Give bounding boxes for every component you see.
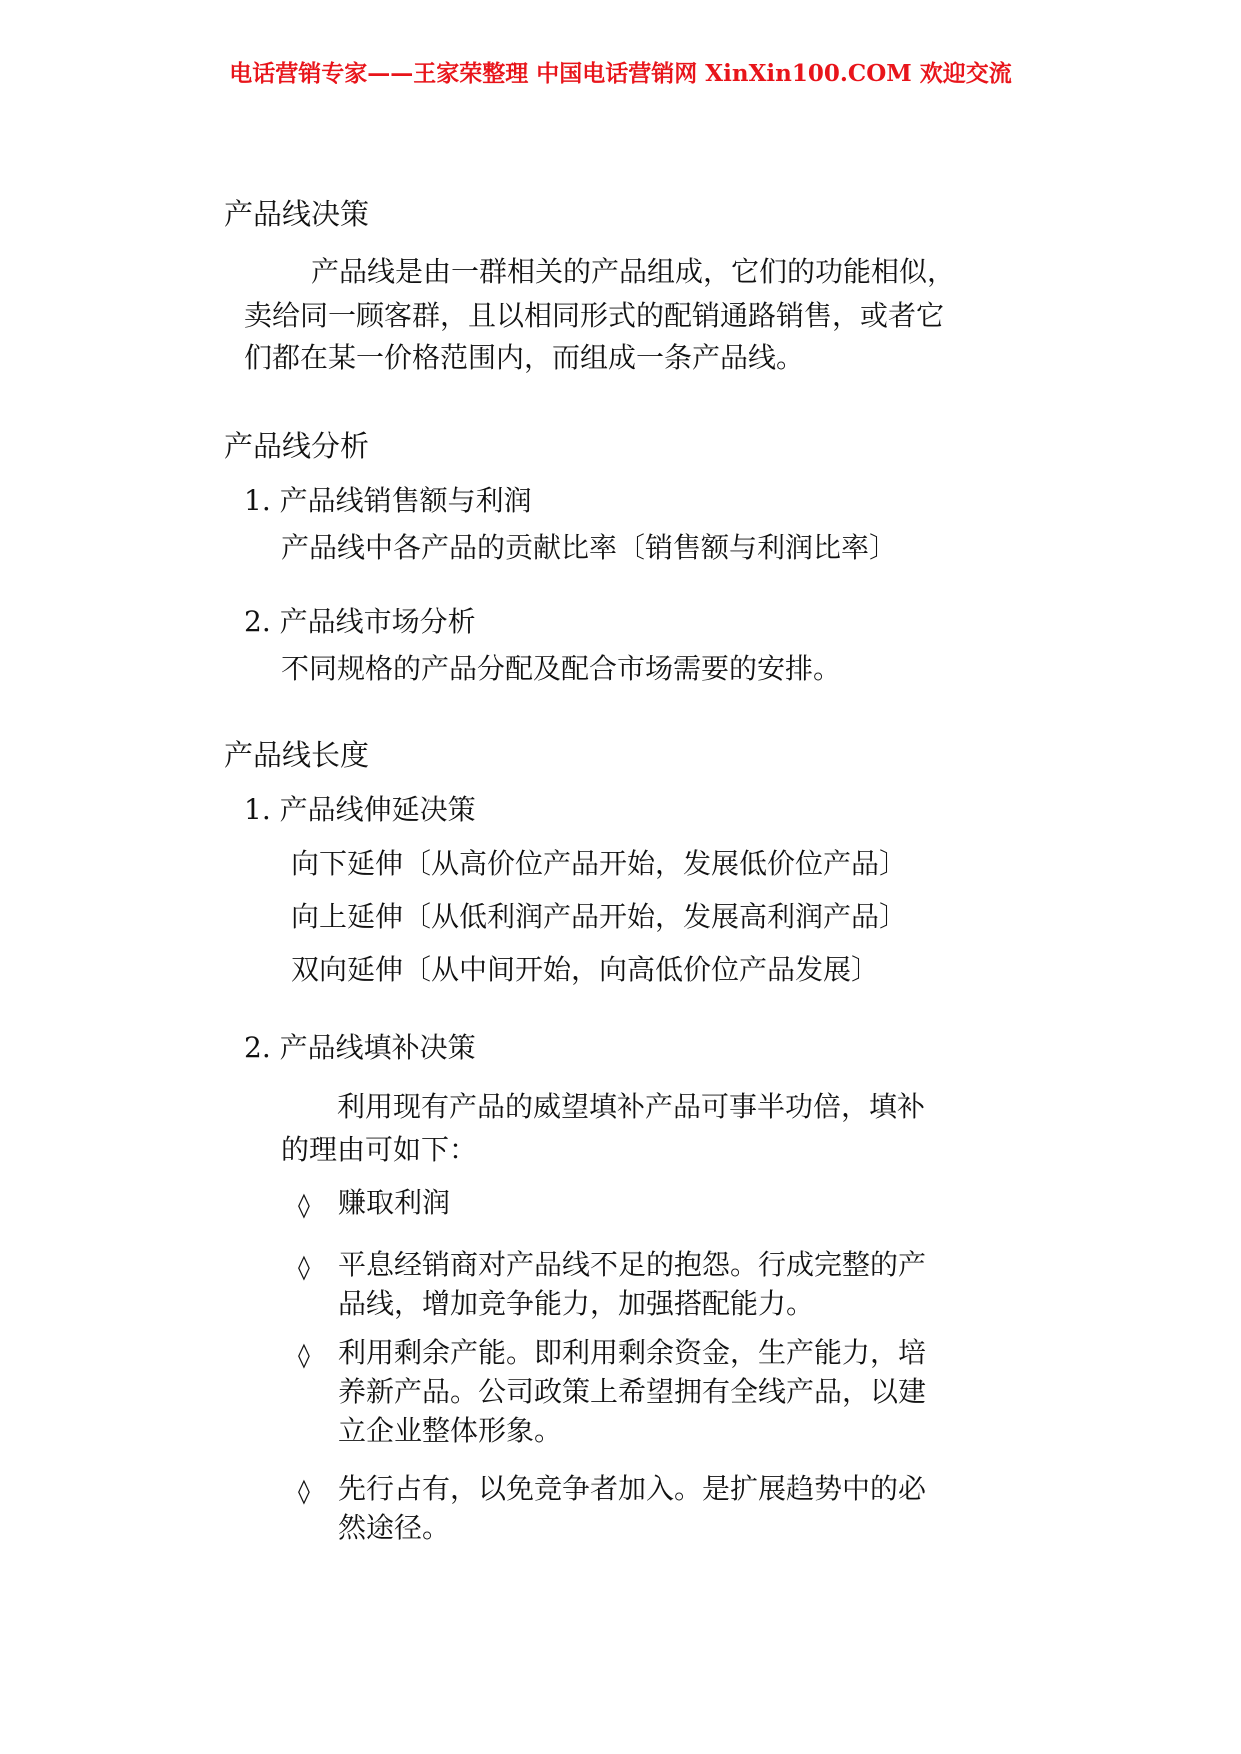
bullet-text: 利用剩余产能。即利用剩余资金，生产能力，培 <box>338 1336 927 1369</box>
paragraph-line: 卖给同一顾客群，且以相同形式的配销通路销售，或者它 <box>244 299 945 332</box>
paragraph-line: 们都在某一价格范围内，而组成一条产品线。 <box>244 341 805 374</box>
diamond-bullet-icon: ◊ <box>298 1477 310 1505</box>
bullet-text: 平息经销商对产品线不足的抱怨。行成完整的产 <box>338 1248 927 1281</box>
diamond-bullet-icon: ◊ <box>298 1341 310 1369</box>
section-title-product-line-decision: 产品线决策 <box>224 197 370 231</box>
sub-item: 双向延伸〔从中间开始，向高低价位产品发展〕 <box>291 953 880 986</box>
paragraph-line: 利用现有产品的威望填补产品可事半功倍，填补 <box>337 1090 926 1123</box>
bullet-text: 赚取利润 <box>338 1186 451 1219</box>
bullet-text: 品线，增加竞争能力，加强搭配能力。 <box>338 1287 815 1320</box>
list-item-label: 2. 产品线市场分析 <box>244 605 476 638</box>
bullet-text: 养新产品。公司政策上希望拥有全线产品，以建 <box>338 1375 927 1408</box>
list-item-label: 2. 产品线填补决策 <box>244 1031 476 1064</box>
section-title-product-line-analysis: 产品线分析 <box>224 429 370 463</box>
bullet-text: 先行占有，以免竞争者加入。是扩展趋势中的必 <box>338 1472 927 1505</box>
bullet-text: 然途径。 <box>338 1511 451 1544</box>
sub-item: 向上延伸〔从低利润产品开始，发展高利润产品〕 <box>291 900 908 933</box>
list-item-label: 1. 产品线销售额与利润 <box>244 484 532 517</box>
list-item-description: 不同规格的产品分配及配合市场需要的安排。 <box>281 652 842 685</box>
list-item-label: 1. 产品线伸延决策 <box>244 793 476 826</box>
diamond-bullet-icon: ◊ <box>298 1191 310 1219</box>
page-header: 电话营销专家——王家荣整理 中国电话营销网 XinXin100.COM 欢迎交流 <box>229 60 1012 87</box>
paragraph-line: 产品线是由一群相关的产品组成，它们的功能相似， <box>311 255 956 288</box>
bullet-text: 立企业整体形象。 <box>338 1414 563 1447</box>
section-title-product-line-length: 产品线长度 <box>224 738 370 772</box>
diamond-bullet-icon: ◊ <box>298 1253 310 1281</box>
sub-item: 向下延伸〔从高价位产品开始，发展低价位产品〕 <box>291 847 908 880</box>
list-item-description: 产品线中各产品的贡献比率〔销售额与利润比率〕 <box>281 531 898 564</box>
paragraph-line: 的理由可如下： <box>281 1133 478 1166</box>
